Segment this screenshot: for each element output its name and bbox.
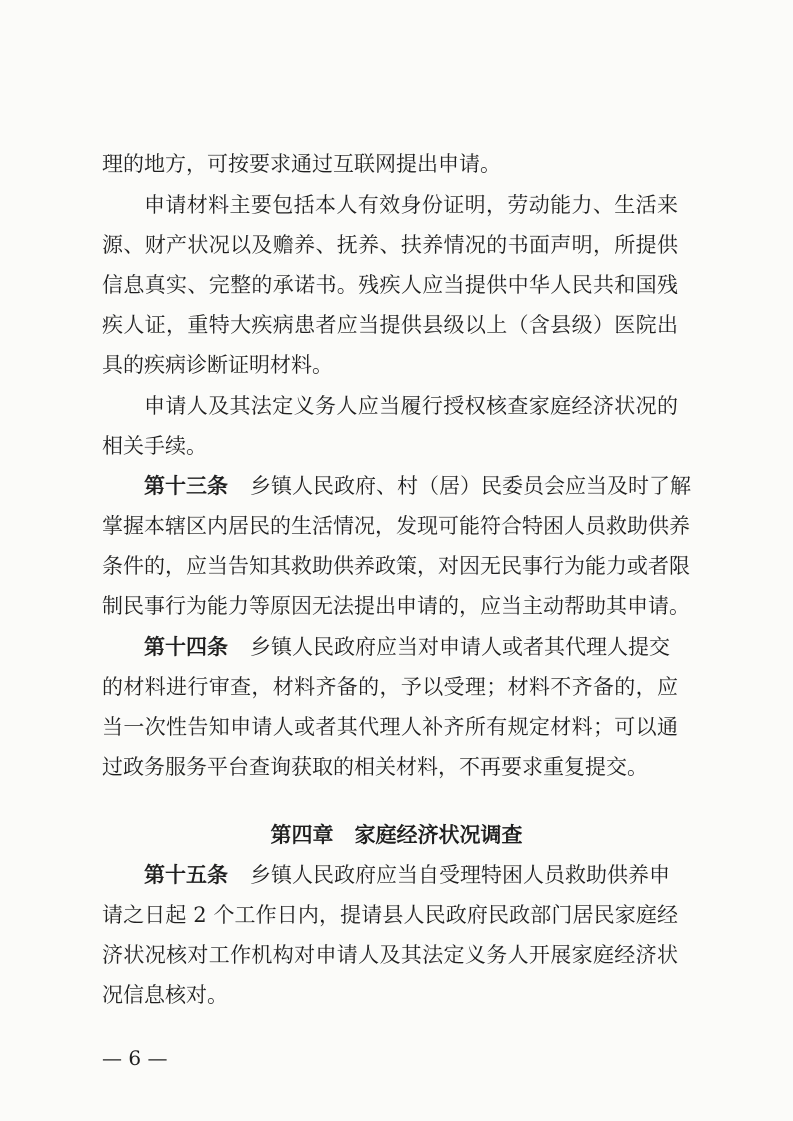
page-number: — 6 —	[102, 1046, 168, 1070]
text-line: 申请材料主要包括本人有效身份证明，劳动能力、生活来	[144, 193, 678, 217]
text-line: 请之日起 2 个工作日内，提请县人民政府民政部门居民家庭经	[102, 903, 678, 927]
text-line: 条件的，应当告知其救助供养政策，对因无民事行为能力或者限	[102, 554, 690, 578]
text-line: 具的疾病诊断证明材料。	[102, 353, 333, 377]
article-15-first-line	[144, 861, 670, 889]
text-line: 源、财产状况以及赡养、抚养、扶养情况的书面声明，所提供	[102, 233, 678, 257]
text-line: 掌握本辖区内居民的生活情况，发现可能符合特困人员救助供养	[102, 514, 690, 538]
chapter-heading: 第四章 家庭经济状况调查	[270, 823, 523, 847]
text-line: 理的地方，可按要求通过互联网提出申请。	[102, 152, 501, 176]
text-line: 相关手续。	[102, 434, 207, 458]
text-line: 乡镇人民政府、村（居）民委员会应当及时了解	[250, 474, 691, 498]
text-line: 乡镇人民政府应当自受理特困人员救助供养申	[250, 863, 670, 887]
text-line: 乡镇人民政府应当对申请人或者其代理人提交	[250, 635, 670, 659]
article-13-label: 第十三条	[144, 474, 228, 498]
article-15-label: 第十五条	[144, 863, 228, 887]
text-line: 的材料进行审查，材料齐备的，予以受理；材料不齐备的，应	[102, 675, 678, 699]
text-line: 制民事行为能力等原因无法提出申请的，应当主动帮助其申请。	[102, 594, 690, 618]
text-line: 申请人及其法定义务人应当履行授权核查家庭经济状况的	[144, 394, 678, 418]
article-13-first-line	[144, 472, 691, 500]
text-line: 况信息核对。	[102, 983, 228, 1007]
text-line: 信息真实、完整的承诺书。残疾人应当提供中华人民共和国残	[102, 273, 678, 297]
text-line: 济状况核对工作机构对申请人及其法定义务人开展家庭经济状	[102, 943, 678, 967]
article-14-first-line	[144, 633, 670, 661]
article-14-label: 第十四条	[144, 635, 228, 659]
text-line: 当一次性告知申请人或者其代理人补齐所有规定材料；可以通	[102, 715, 678, 739]
text-line: 疾人证，重特大疾病患者应当提供县级以上（含县级）医院出	[102, 313, 678, 337]
text-line: 过政务服务平台查询获取的相关材料，不再要求重复提交。	[102, 755, 648, 779]
